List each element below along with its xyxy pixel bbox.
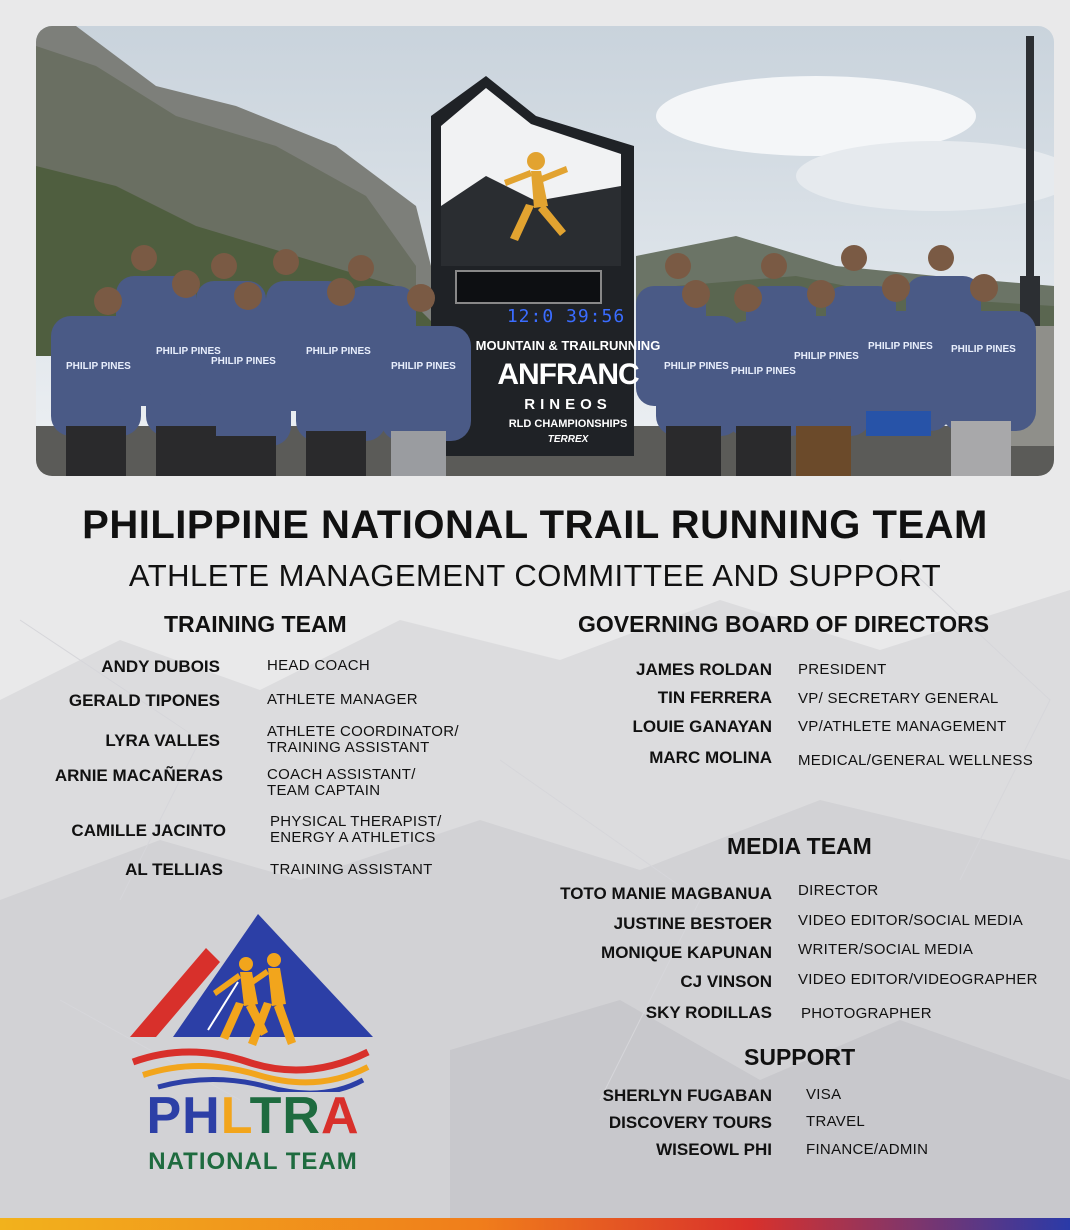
- training-team-heading: TRAINING TEAM: [164, 611, 347, 637]
- sign-line-2: ANFRANC: [497, 358, 639, 391]
- support-heading: SUPPORT: [744, 1044, 856, 1070]
- training-member-name: LYRA VALLES: [105, 731, 220, 750]
- training-member-name: AL TELLIAS: [125, 860, 223, 879]
- support-member-name: SHERLYN FUGABAN: [602, 1086, 772, 1105]
- board-member-role: VP/ATHLETE MANAGEMENT: [798, 718, 1007, 735]
- media-team-heading: MEDIA TEAM: [727, 833, 872, 859]
- training-member-name: ARNIE MACAÑERAS: [54, 766, 223, 785]
- board-member-name: LOUIE GANAYAN: [632, 717, 772, 736]
- training-member-role: ATHLETE COORDINATOR/ TRAINING ASSISTANT: [267, 723, 459, 756]
- training-member-role: HEAD COACH: [267, 657, 371, 674]
- media-member-role: VIDEO EDITOR/SOCIAL MEDIA: [798, 912, 1024, 929]
- sign-line-3: RINEOS: [524, 396, 612, 413]
- jacket-text: PHILIP PINES: [794, 351, 859, 362]
- countdown-clock: 12:0 39:56: [506, 306, 626, 327]
- support-member-role: VISA: [806, 1086, 842, 1103]
- media-member-role: VIDEO EDITOR/VIDEOGRAPHER: [798, 971, 1038, 988]
- media-member-name: MONIQUE KAPUNAN: [601, 943, 772, 962]
- media-member-role: WRITER/SOCIAL MEDIA: [798, 941, 974, 958]
- media-member-role: PHOTOGRAPHER: [801, 1005, 932, 1022]
- training-member-role: PHYSICAL THERAPIST/ ENERGY A ATHLETICS: [270, 813, 442, 846]
- logo-mark: [128, 912, 378, 1092]
- jacket-text: PHILIP PINES: [391, 361, 456, 372]
- board-member-name: MARC MOLINA: [649, 748, 772, 767]
- board-member-role: MEDICAL/GENERAL WELLNESS: [798, 752, 1034, 769]
- page-title: PHILIPPINE NATIONAL TRAIL RUNNING TEAM: [82, 503, 988, 547]
- page-subtitle: ATHLETE MANAGEMENT COMMITTEE AND SUPPORT: [128, 558, 942, 593]
- support-member-role: TRAVEL: [806, 1113, 866, 1130]
- training-member-name: ANDY DUBOIS: [101, 657, 220, 676]
- jacket-text: PHILIP PINES: [66, 361, 131, 372]
- training-member-role: TRAINING ASSISTANT: [270, 861, 433, 878]
- jacket-text: PHILIP PINES: [156, 346, 221, 357]
- jacket-text: PHILIP PINES: [731, 366, 796, 377]
- jacket-text: PHILIP PINES: [664, 361, 729, 372]
- jacket-text: PHILIP PINES: [868, 341, 933, 352]
- bottom-color-stripe: [0, 1218, 1070, 1230]
- sign-line-1: MOUNTAIN & TRAILRUNNING: [475, 338, 661, 353]
- jacket-text: PHILIP PINES: [211, 356, 276, 367]
- board-member-name: TIN FERRERA: [657, 688, 772, 707]
- board-heading: GOVERNING BOARD OF DIRECTORS: [578, 611, 990, 637]
- training-member-role: COACH ASSISTANT/ TEAM CAPTAIN: [267, 766, 416, 799]
- media-member-name: JUSTINE BESTOER: [613, 914, 772, 933]
- board-member-name: JAMES ROLDAN: [635, 660, 772, 679]
- training-member-name: CAMILLE JACINTO: [71, 821, 226, 840]
- training-member-name: GERALD TIPONES: [68, 691, 220, 710]
- team-photo: [36, 26, 1054, 476]
- media-member-name: SKY RODILLAS: [645, 1003, 772, 1022]
- media-member-name: CJ VINSON: [680, 972, 772, 991]
- jacket-text: PHILIP PINES: [306, 346, 371, 357]
- media-member-name: TOTO MANIE MAGBANUA: [560, 884, 772, 903]
- sign-line-4: RLD CHAMPIONSHIPS: [508, 418, 628, 430]
- logo-subtitle: NATIONAL TEAM: [148, 1148, 358, 1175]
- support-member-name: DISCOVERY TOURS: [608, 1113, 772, 1132]
- sign-line-5: TERREX: [547, 434, 589, 445]
- logo-wordmark: PHLTRA: [146, 1087, 360, 1145]
- support-member-role: FINANCE/ADMIN: [806, 1141, 929, 1158]
- jacket-text: PHILIP PINES: [951, 344, 1016, 355]
- phltra-logo: [128, 912, 378, 1182]
- board-member-role: VP/ SECRETARY GENERAL: [798, 690, 999, 707]
- training-member-role: ATHLETE MANAGER: [267, 691, 418, 708]
- media-member-role: DIRECTOR: [798, 882, 879, 899]
- support-member-name: WISEOWL PHI: [656, 1140, 772, 1159]
- board-member-role: PRESIDENT: [798, 661, 887, 678]
